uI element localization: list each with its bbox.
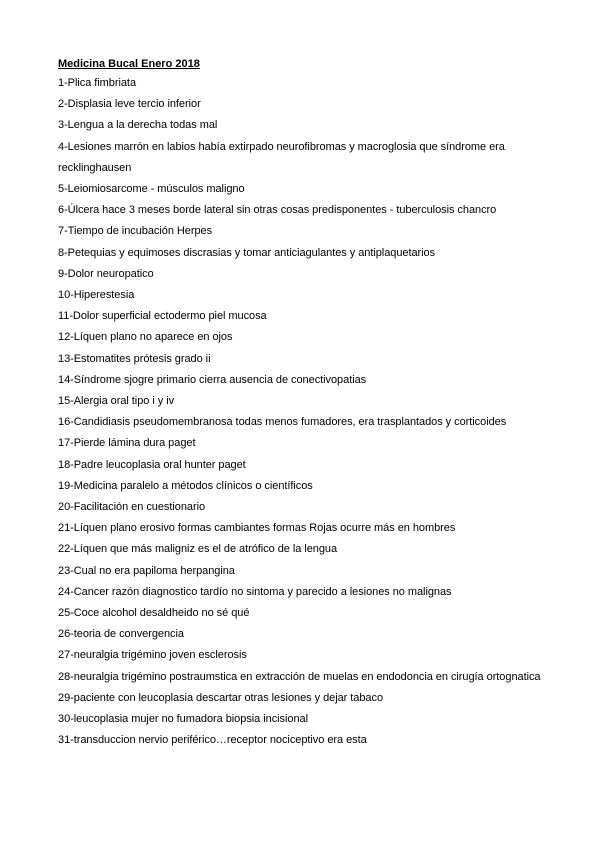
list-item: 17-Pierde lámina dura paget: [58, 437, 196, 450]
list-item: 20-Facilitación en cuestionario: [58, 501, 206, 514]
document-body: [58, 57, 548, 752]
list-item: 8-Petequias y equimoses discrasias y tomar anticiagulantes y antiplaquetarios: [58, 246, 436, 259]
list-item: 5-Leiomiosarcome - músculos maligno: [58, 183, 245, 196]
list-item: 1-Plica fimbriata: [58, 77, 137, 89]
list-item: 25-Coce alcohol desaldheido no sé qué: [58, 607, 250, 620]
list-item: 3-Lengua a la derecha todas mal: [58, 119, 218, 132]
list-item: 21-Líquen plano erosivo formas cambiantes formas Rojas ocurre más en hombres: [58, 522, 456, 535]
list-item: 29-paciente con leucoplasia descartar otras lesiones y dejar tabaco: [58, 691, 384, 704]
list-item: 26-teoria de convergencia: [58, 628, 184, 641]
list-item: 2-Displasia leve tercio inferior: [58, 98, 201, 111]
question-list: [58, 73, 548, 752]
list-item: 23-Cual no era papiloma herpangina: [58, 564, 235, 577]
list-item: 24-Cancer razón diagnostico tardío no sintoma y parecido a lesiones no malignas: [58, 585, 452, 598]
list-item: 16-Candidiasis pseudomembranosa todas menos fumadores, era trasplantados y corticoides: [58, 416, 507, 429]
list-item: 13-Estomatites prótesis grado ii: [58, 352, 211, 365]
list-item: 11-Dolor superficial ectodermo piel mucosa: [58, 310, 267, 323]
list-item: 15-Alergia oral tipo i y iv: [58, 395, 175, 408]
list-item: 30-leucoplasia mujer no fumadora biopsia incisional: [58, 713, 308, 726]
list-item: 9-Dolor neuropatico: [58, 267, 154, 280]
list-item: 7-Tiempo de incubación Herpes: [58, 225, 213, 238]
list-item: 27-neuralgia trigémino joven esclerosis: [58, 649, 247, 662]
list-item: 19-Medicina paralelo a métodos clínicos o científicos: [58, 479, 313, 492]
list-item: 31-transduccion nervio periférico…receptor nociceptivo era esta: [58, 734, 367, 747]
list-item: 18-Padre leucoplasia oral hunter paget: [58, 458, 246, 471]
list-item: 14-Síndrome sjogre primario cierra ausencia de conectivopatias: [58, 373, 367, 386]
list-item: 22-Líquen que más maligniz es el de atrófico de la lengua: [58, 543, 338, 556]
list-item: 12-Líquen plano no aparece en ojos: [58, 331, 233, 344]
list-item: 10-Hiperestesia: [58, 289, 135, 302]
list-item: 28-neuralgia trigémino postraumstica en extracción de muelas en endodoncia en cirugía ortognatica: [58, 670, 541, 683]
list-item: 4-Lesiones marrón en labios había extirpado neurofibromas y macroglosia que síndrome era recklinghausen: [58, 140, 505, 174]
document-title: Medicina Bucal Enero 2018: [58, 58, 200, 70]
list-item: 6-Úlcera hace 3 meses borde lateral sin otras cosas predisponentes - tuberculosis chancro: [58, 204, 497, 217]
